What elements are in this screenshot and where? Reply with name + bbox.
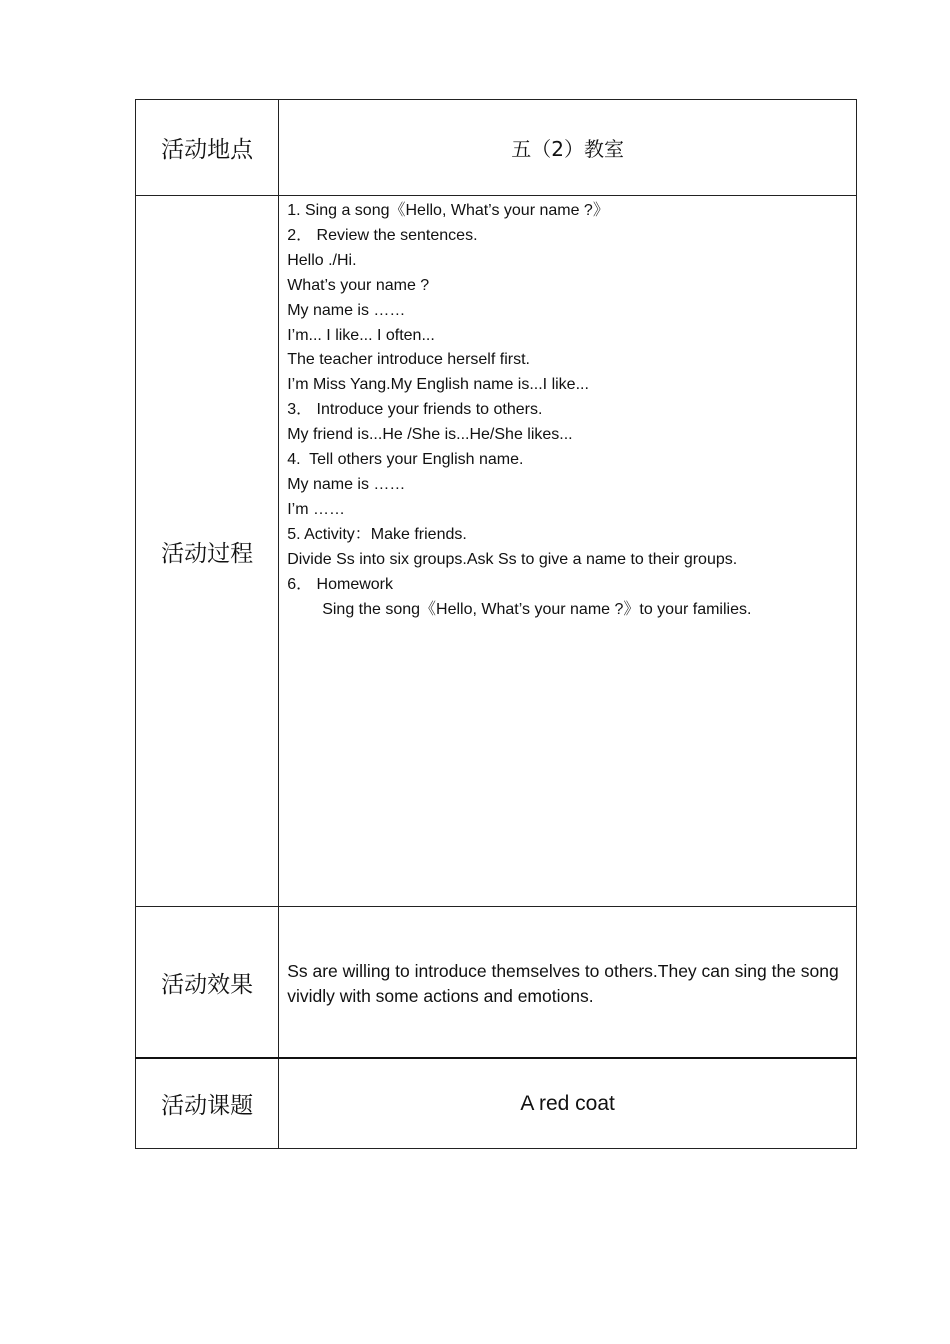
process-line: 2． Review the sentences. (287, 226, 478, 244)
process-line: I’m Miss Yang.My English name is...I like... (287, 376, 589, 394)
process-line: What’s your name ? (287, 276, 430, 294)
process-line: 1. Sing a song《Hello, What’s your name ?》 (287, 202, 609, 219)
topic-value: A red coat (279, 1058, 857, 1149)
process-label: 活动过程 (136, 196, 279, 907)
process-line: I’m... I like... I often... (287, 326, 435, 344)
process-line: My friend is...He /She is...He/She likes... (287, 426, 573, 444)
process-line: Sing the song《Hello, What’s your name ?》to your families. (322, 600, 752, 618)
process-line: 4. Tell others your English name. (287, 451, 524, 469)
process-line: I’m …… (287, 500, 345, 518)
location-label: 活动地点 (136, 100, 279, 196)
activity-record-table (135, 99, 857, 1149)
process-line: 6． Homework (287, 575, 393, 593)
location-row (136, 100, 857, 196)
process-row (136, 196, 857, 907)
topic-label: 活动课题 (136, 1058, 279, 1149)
process-line: Hello ./Hi. (287, 251, 357, 269)
process-line: The teacher introduce herself first. (287, 351, 530, 369)
topic-row (136, 1058, 857, 1149)
process-line: 5. Activity：Make friends. (287, 525, 467, 543)
effect-row (136, 907, 857, 1059)
process-content (279, 196, 857, 907)
process-line: My name is …… (287, 301, 406, 319)
effect-label: 活动效果 (136, 907, 279, 1059)
process-line: Divide Ss into six groups.Ask Ss to give a name to their groups. (287, 550, 738, 568)
location-value: 五（2）教室 (279, 100, 857, 196)
process-line: My name is …… (287, 475, 406, 493)
process-line: 3． Introduce your friends to others. (287, 401, 543, 419)
effect-value: Ss are willing to introduce themselves to others.They can sing the song vividly with some actions and emotions. (279, 907, 857, 1059)
